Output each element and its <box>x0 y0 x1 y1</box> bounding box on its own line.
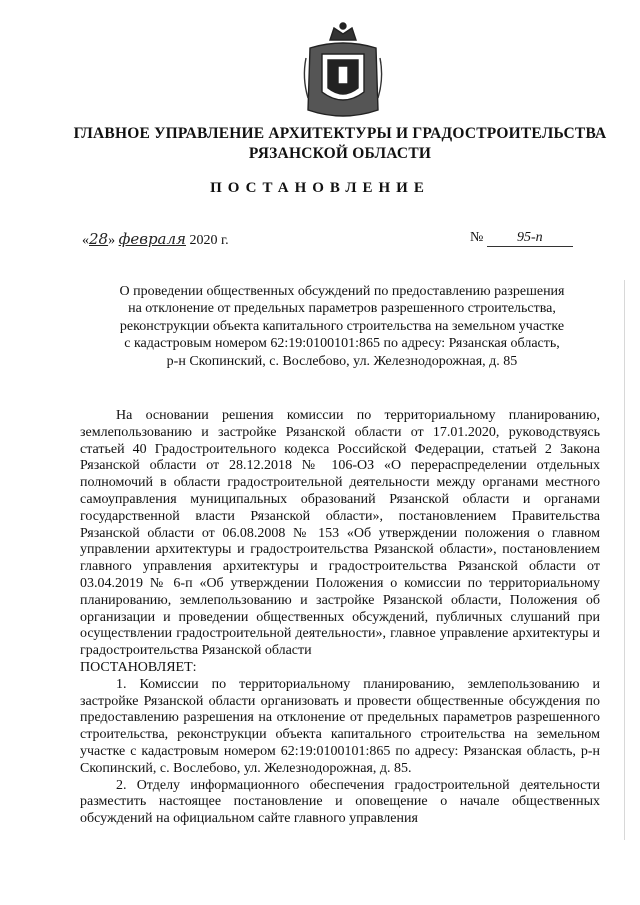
item-2-paragraph: 2. Отделу информационного обеспечения градостроительной деятельности разместить настоящее постановление и оповещение о начале общественных обсуждений на официальном сайте главного управления <box>80 777 600 827</box>
document-date <box>82 230 229 249</box>
subject-line: на отклонение от предельных параметров разрешенного строительства, <box>128 301 556 317</box>
document-body <box>80 408 600 828</box>
date-open-quote: « <box>82 233 89 248</box>
coat-of-arms-emblem <box>298 18 388 123</box>
subject-line: реконструкции объекта капитального строительства на земельном участке <box>119 318 565 334</box>
subject-line: с кадастровым номером 62:19:0100101:865 по адресу: Рязанская область, <box>124 336 560 352</box>
document-number <box>470 230 573 247</box>
document-subject <box>92 283 592 370</box>
scan-edge-shadow <box>624 280 625 840</box>
subject-line: р-н Скопинский, с. Вослебово, ул. Железнодорожная, д. 85 <box>166 353 518 369</box>
date-month: февраля <box>118 230 186 248</box>
document-type-title: ПОСТАНОВЛЕНИЕ <box>210 180 430 196</box>
number-value: 95-п <box>487 230 573 247</box>
item-1-paragraph: 1. Комиссии по территориальному планированию, землепользованию и застройке Рязанской области организовать и провести общественные обсуждения по предоставлению разрешения на отклонение от предельных параметров разрешенного строительства, реконструкции объекта капитального строительства на земельном участке с кадастровым номером 62:19:0100101:865 по адресу: Рязанская область, р-н Скопинский, с. Вослебово, ул. Железнодорожная, д. 85. <box>80 676 600 776</box>
resolves-heading: ПОСТАНОВЛЯЕТ: <box>80 659 197 675</box>
date-day: 28 <box>89 230 109 248</box>
agency-name-line2: РЯЗАНСКОЙ ОБЛАСТИ <box>248 145 432 162</box>
date-close-quote: » <box>108 233 119 248</box>
number-label: № <box>470 230 484 245</box>
date-year: 2020 г. <box>185 233 229 248</box>
subject-line: О проведении общественных обсуждений по предоставлению разрешения <box>119 284 565 299</box>
preamble-paragraph: На основании решения комиссии по территориальному планированию, землепользованию и застройке Рязанской области от 17.01.2020, руководствуясь статьей 40 Градостроительного кодекса Российской Федерации, статьей 2 Закона Рязанской области от 28.12.2018 № 106-ОЗ «О перераспределении отдельных полномочий в области градостроительной деятельности между органами местного самоуправления муниципальных образований Рязанской области и органами государственной власти Рязанской области», постановлением Правительства Рязанской области от 06.08.2008 № 153 «Об утверждении положения о главном управлении архитектуры и градостроительства Рязанской области», постановлением главного управления архитектуры и градостроительства Рязанской области от 03.04.2019 № 6-п «Об утверждении Положения о комиссии по территориальному планированию, землепользованию и застройке Рязанской области, Положения об организации и проведении общественных обсуждений, публичных слушаний при осуществлении градостроительной деятельности», главное управление архитектуры и градостроительства Рязанской области <box>80 408 600 659</box>
agency-name-line1: ГЛАВНОЕ УПРАВЛЕНИЕ АРХИТЕКТУРЫ И ГРАДОСТРОИТЕЛЬСТВА <box>73 125 607 142</box>
